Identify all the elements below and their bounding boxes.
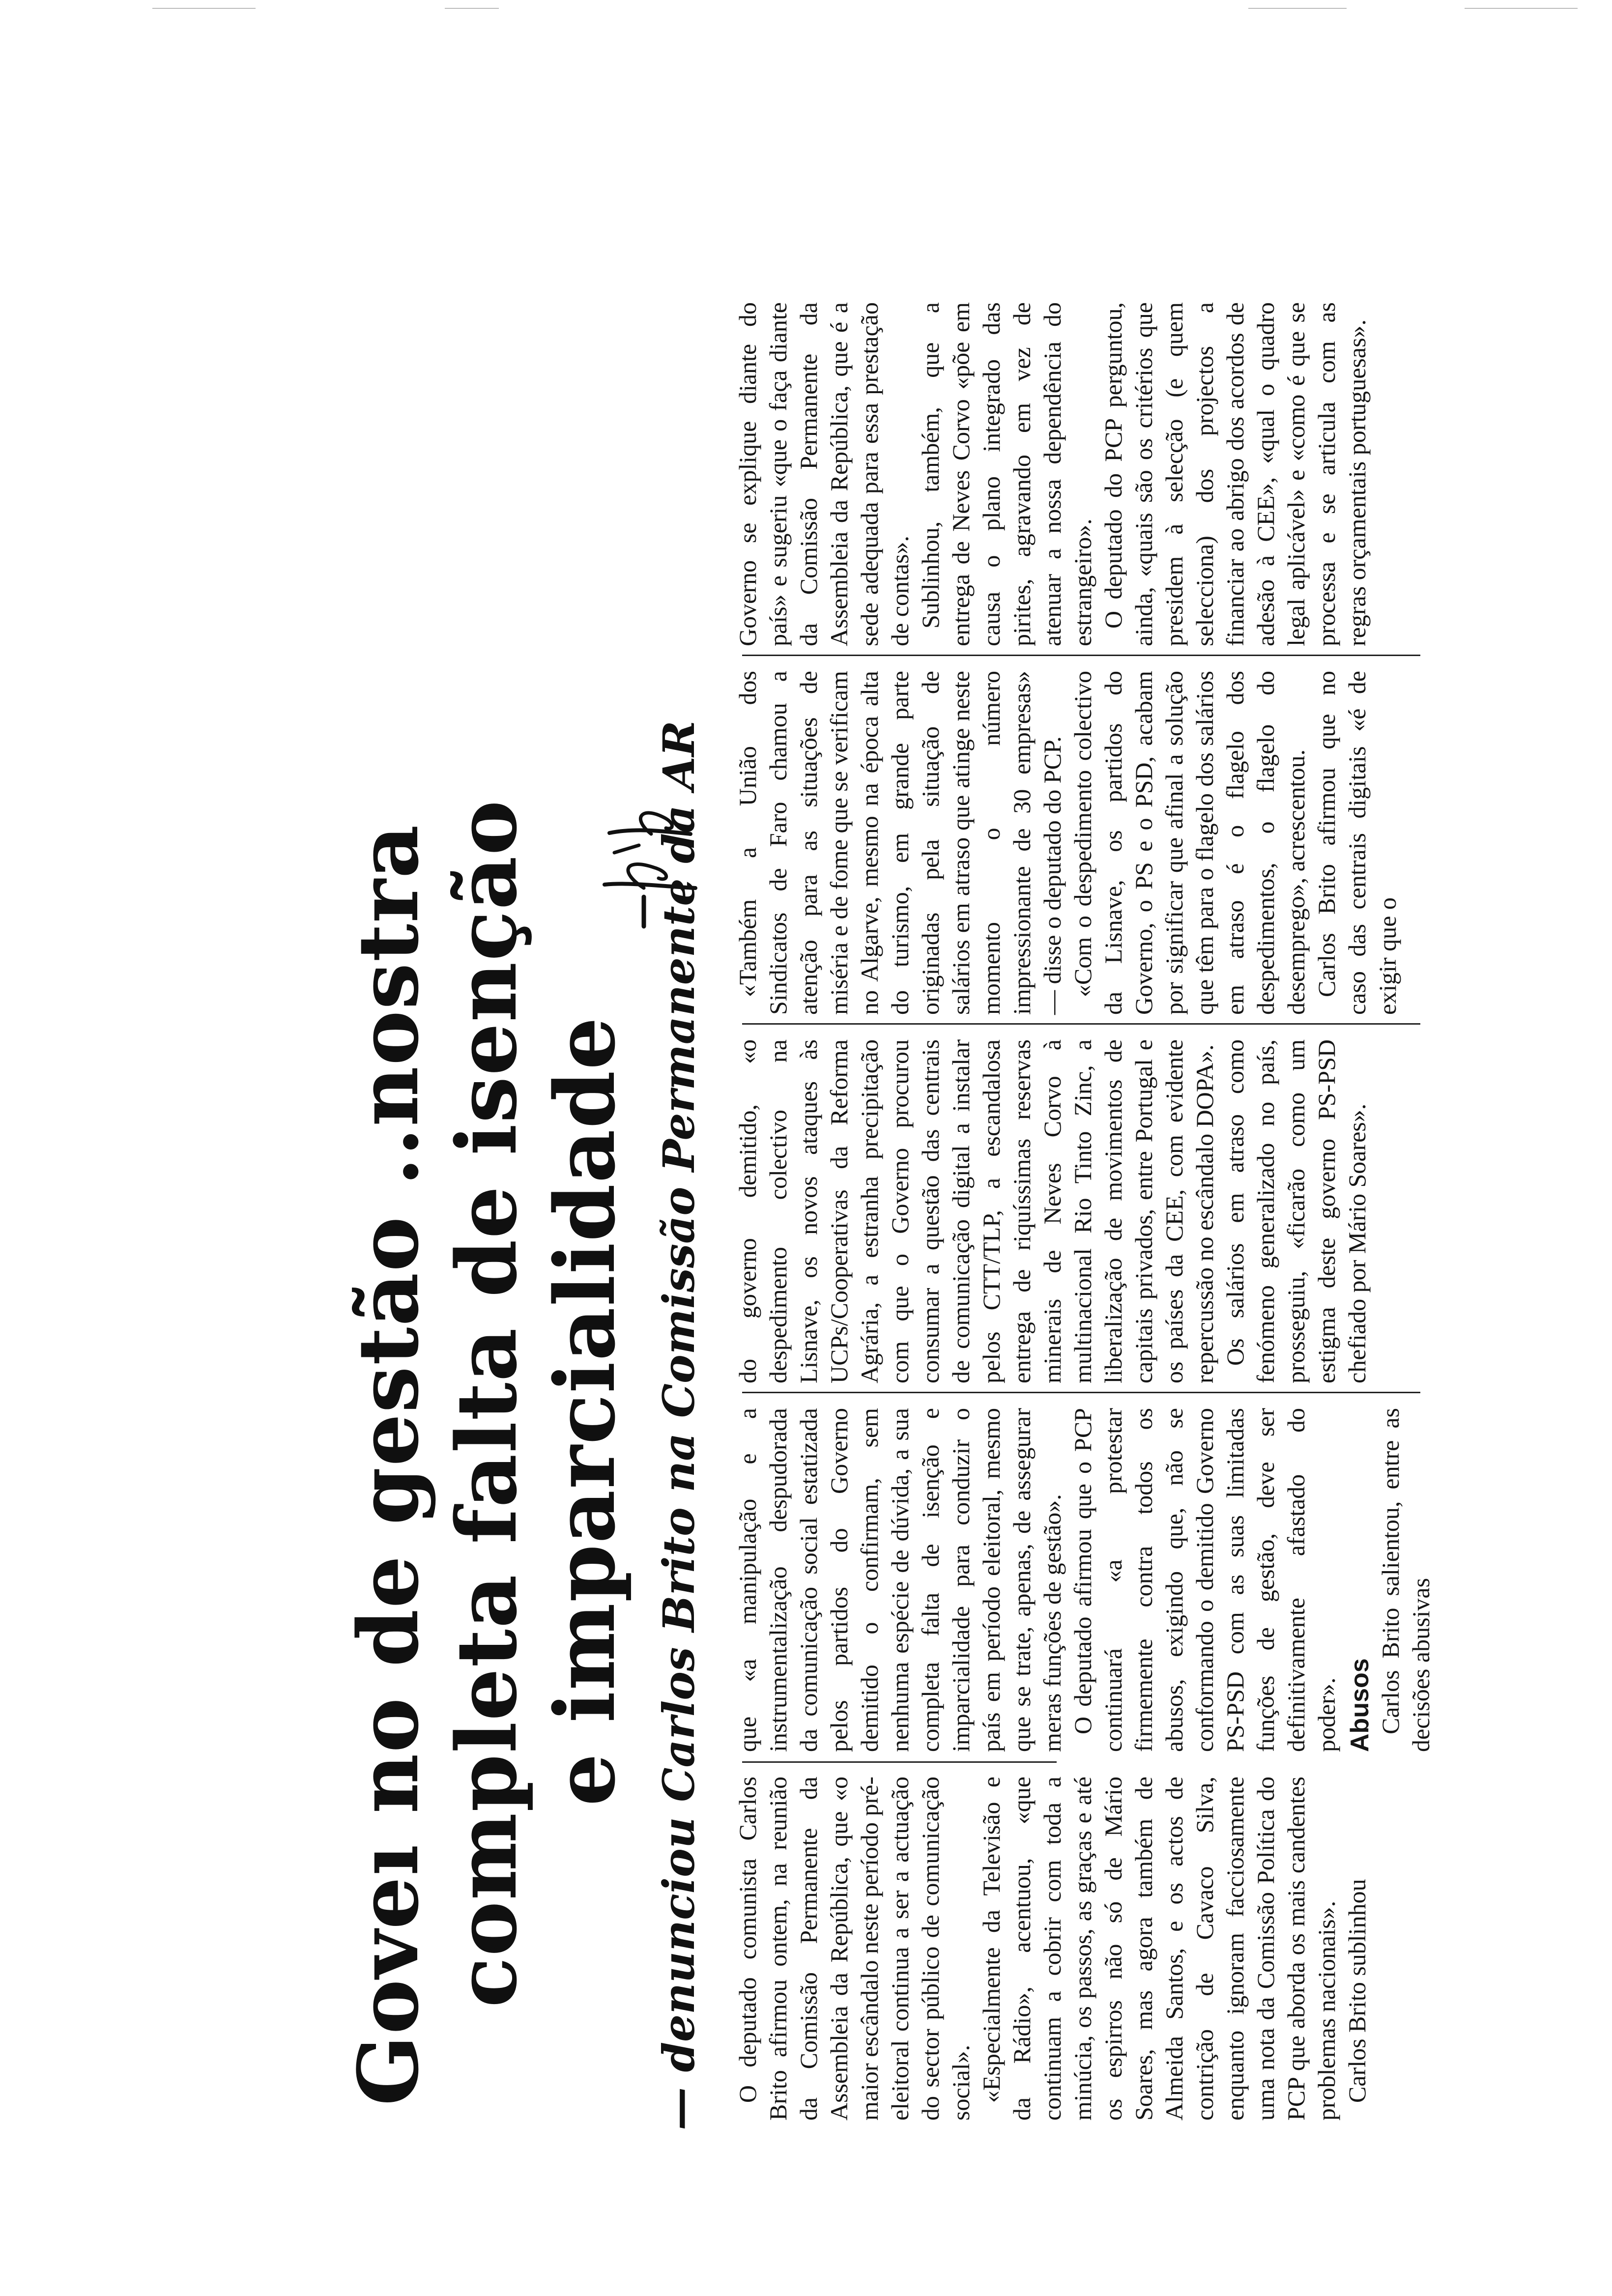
paragraph: «Também a União dos Sindicatos de Faro chamou a atenção para as situações de miséria e de fome que se verificam no Algarve, mesmo na época alta do turismo, em grande parte originadas pela situação de salários em atraso que atinge neste momento o número impressionante de 30 empresas» — disse o deputado do PCP. bbox=[734, 671, 1066, 1015]
article-column-3 bbox=[732, 1039, 1430, 1383]
headline-line-1: Goveı no de gestão ..nostra bbox=[340, 824, 437, 2106]
paragraph: O deputado comunista Carlos Brito afirmou ontem, na reunião da Comissão Permanente da Assembleia da República, que «o maior escândalo neste período pré-eleitoral continua a ser a actuação do sector público de comunicação social». bbox=[734, 1777, 975, 2121]
paragraph: O deputado afirmou que o PCP continuará «a protestar firmemente contra todos os abusos, exigindo que, não se conformando o demitido Governo PS-PSD com as suas limitadas funções de gestão, deve ser definitivamente afastado do poder». bbox=[1069, 1408, 1340, 1752]
newspaper-clipping bbox=[339, 214, 1445, 2130]
headline-line-3: e imparcialidade bbox=[536, 1016, 633, 1806]
paragraph: Carlos Brito sublinhou bbox=[1343, 1879, 1371, 2103]
headline-line-2: completa falta de isenção bbox=[438, 799, 535, 2008]
paragraph: Sublinhou, também, que a entrega de Neves Corvo «põe em causa o plano integrado das pirites, agravando em vez de atenuar a nossa dependência do estrangeiro». bbox=[917, 302, 1096, 646]
paragraph: que «a manipulação e a instrumentalização despudorada da comunicação social estatizada pelos partidos do Governo demitido o confirmam, sem nenhuma espécie de dúvida, a sua completa falta de isenção e imparcialidade para conduzir o país em período eleitoral, mesmo que se trate, apenas, de assegurar meras funções de gestão». bbox=[734, 1408, 1066, 1752]
paragraph: Carlos Brito afirmou que no caso das centrais digitais «é de exigir que o bbox=[1313, 671, 1401, 1015]
paragraph: do governo demitido, «o despedimento colectivo na Lisnave, os novos ataques às UCPs/Cooperativas da Reforma Agrária, a estranha precipitação com que o Governo procurou consumar a questão das centrais de comunicação digital a instalar pelos CTT/TLP, a escandalosa entrega de riquíssimas reservas minerais de Neves Corvo à multinacional Rio Tinto Zinc, a liberalização de movimentos de capitais privados, entre Portugal e os países da CEE, com evidente repercussão no escândalo DOPA». bbox=[734, 1039, 1218, 1383]
column-rule bbox=[742, 1761, 1057, 1763]
scan-mark bbox=[1248, 8, 1347, 9]
section-heading: Abusos bbox=[1346, 1658, 1374, 1752]
scan-mark bbox=[152, 8, 256, 9]
paragraph: «Com o despedimento colectivo da Lisnave, os partidos do Governo, o PS e o PSD, acabam por significar que afinal a solução que têm para o flagelo dos salários em atraso é o flagelo dos despedimentos, o flagelo do desemprego», acrescentou. bbox=[1069, 671, 1310, 1015]
subheadline: — denunciou Carlos Brito na Comissão Permanente da AR bbox=[653, 720, 704, 2130]
column-rule bbox=[742, 655, 1420, 656]
article-column-2 bbox=[732, 1408, 1435, 1752]
column-rule bbox=[742, 1023, 1420, 1025]
article-column-1 bbox=[732, 1777, 1430, 2121]
paragraph: Governo se explique diante do país» e sugeriu «que o faça diante da Comissão Permanente da Assembleia da República, que é a sede adequada para essa prestação de contas». bbox=[734, 302, 914, 646]
scan-mark bbox=[1465, 8, 1578, 9]
paragraph: O deputado do PCP perguntou, ainda, «quais são os critérios que presidem à selecção (e quem selecciona) dos projectos a financiar ao abrigo dos acordos de adesão à CEE», «qual o quadro legal aplicável» e «como é que se processa e se articula com as regras orçamentais portuguesas». bbox=[1099, 302, 1371, 646]
paragraph: «Especialmente da Televisão e da Rádio», acentuou, «que continuam a cobrir com toda a minúcia, os passos, as graças e até os espirros não só de Mário Soares, mas agora também de Almeida Santos, e os actos de contrição de Cavaco Silva, enquanto ignoram facciosamente uma nota da Comissão Política do PCP que aborda os mais candentes problemas nacionais». bbox=[978, 1777, 1340, 2121]
paragraph: Carlos Brito salientou, entre as decisões abusivas bbox=[1377, 1408, 1435, 1752]
paragraph: Os salários em atraso como fenómeno generalizado no país, prosseguiu, «ficarão como um estigma deste governo PS-PSD chefiado por Mário Soares». bbox=[1221, 1039, 1371, 1383]
article-column-4 bbox=[732, 671, 1430, 1015]
article-column-5 bbox=[732, 302, 1430, 646]
scan-mark bbox=[445, 8, 499, 9]
column-rule bbox=[742, 1392, 1420, 1393]
